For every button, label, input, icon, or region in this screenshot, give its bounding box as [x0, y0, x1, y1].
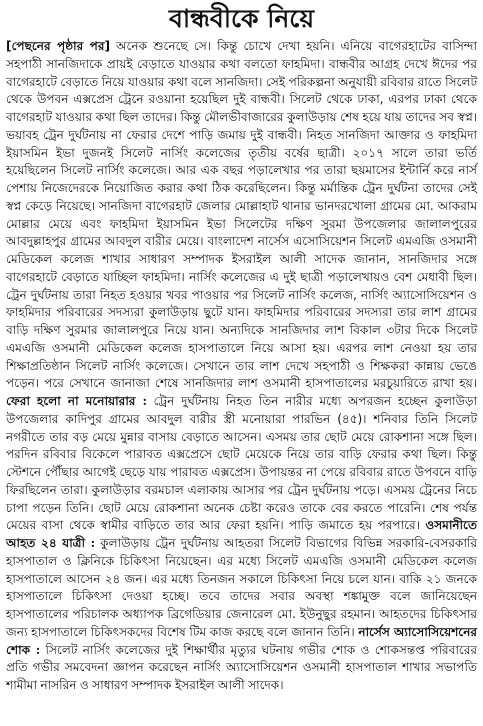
body-paragraph: সিলেট নার্সিং কলেজের দুই শিক্ষার্থীর মৃত্যুর ঘটনায় গভীর শোক ও শোকসন্তপ্ত পরিবারের প্রতি গভীর সমবেদনা জ্ঞাপন করেছেন নার্সিং অ্যাসোসিয়েশন ওসমানী হাসপাতাল শাখার সভাপতি শামীমা নাসরিন ও সাধারণ সম্পাদক ইসরাইল আলী সাদেক। [6, 642, 477, 692]
continued-from-label: [পেছনের পৃষ্ঠার পর] [6, 39, 110, 53]
body-paragraph: অনেক শুনেছে সে। কিন্তু চোখে দেখা হয়নি। এনিয়ে বাগেরহাটের বাসিন্দা সহপাঠী সানজিদাকে প্রায়ই বেড়াতে যাওয়ার কথা বলতো ফাহমিদা। বান্ধবীর আগ্রহ দেখে ঈদের পর বাগেরহাটে বেড়াতে নিয়ে যাওয়ার কথা বলে সানজিদা। সেই পরিকল্পনা অনুযায়ী রবিবার রাতে সিলেট থেকে উপবন এক্সপ্রেস ট্রেনে রওয়ানা হয়েছিল দুই বান্ধবী। সিলেট থেকে ঢাকা, এরপর ঢাকা থেকে বাগেরহাট যাওয়ার কথা ছিল তাদের। কিন্তু মৌলভীবাজারের কুলাউড়ায় শেষ হয়ে যায় তাদের সব স্বপ্ন। ভয়াবহ ট্রেন দুর্ঘটনায় না ফেরার দেশে পাড়ি জমায় দুই বান্ধবী। নিহত সানজিদা আক্তার ও ফাহমিদা ইয়াসমিন ইভা দুজনই সিলেট নার্সিং কলেজের তৃতীয় বর্ষের ছাত্রী। ২০১৭ সালে তারা ভর্তি হয়েছিলেন সিলেট নার্সিং কলেজে। আর এক বছর পড়ালেখার পর তারা ছয়মাসের ইন্টার্নি করে নার্স পেশায় নিজেদেরকে নিয়োজিত করার কথা ঠিক করেছিলেন। কিন্তু মর্মান্তিক ট্রেন দুর্ঘটনা তাদের সেই স্বপ্ন কেড়ে নিয়েছে। সানজিদা বাগেরহাট জেলার মোল্লাহাট থানার ভানদরখোলা গ্রামের মো. আকরাম মোল্লার মেয়ে এবং ফাহমিদা ইয়াসমিন ইভা সিলেটের দক্ষিণ সুরমা উপজেলার জালালপুরের আবদুল্লাহপুর গ্রামের আবদুল বারীর মেয়ে। বাংলাদেশ নার্সেস এসোসিয়েশন সিলেট এমএজি ওসমানী মেডিকেল কলেজ শাখার সাধারণ সম্পাদক ইসরাইল আলী সাদেক জানান, সানজিদার সঙ্গে বাগেরহাটে বেড়াতে যাচ্ছিল ফাহমিদা। নার্সিং কলেজের এ দুই ছাত্রী পড়ালেখায়ও বেশ মেধাবী ছিল। ট্রেন দুর্ঘটনায় তারা নিহত হওয়ার খবর পাওয়ার পর সিলেট নার্সিং কলেজ, নার্সিং অ্যাসোসিয়েশন ও ফাহমিদার পরিবারের সদস্যরা কুলাউড়ায় ছুটে যান। ফাহমিদার পরিবারের সদস্যরা তার লাশ গ্রামের বাড়ি দক্ষিণ সুরমার জালালপুরে নিয়ে যান। অন্যদিকে সানজিদার লাশ বিকাল ৩টার দিকে সিলেট এমএজি ওসমানী মেডিকেল কলেজ হাসপাতালে নিয়ে আসা হয়। এরপর লাশ নেওয়া হয় তার শিক্ষাপ্রতিষ্ঠান সিলেট নার্সিং কলেজে। সেখানে তার লাশ দেখে সহপাঠী ও শিক্ষকরা কান্নায় ভেঙে পড়েন। পরে সেখানে জানাজা শেষে সানজিদার লাশ ওসমানী হাসপাতালের মরচুয়ারিতে রাখা হয়। [6, 39, 478, 391]
subheading-monowara: ফেরা হলো না মনোয়ারার : [6, 394, 147, 408]
subheading-nurses-association: নার্সেস অ্যাসোসিয়েশনের শোক : [6, 624, 477, 657]
body-paragraph: কুলাউড়ায় ট্রেন দুর্ঘটনায় আহতরা সিলেট বিভাগের বিভিন্ন সরকারি-বেসরকারি হাসপাতাল ও ক্লিনিকে চিকিৎসা নিয়েছেন। এর মধ্যে সিলেট এমএজি ওসমানী মেডিকেল কলেজ হাসপাতালে আসেন ২৪ জন। এর মধ্যে তিনজন সকালে চিকিৎসা নিয়ে চলে যান। বাকি ২১ জনকে হাসপাতালে চিকিৎসা দেওয়া হচ্ছে। তবে তাদের সবার অবস্থা শঙ্কামুক্ত বলে জানিয়েছেন হাসপাতালের পরিচালক অধ্যাপক ব্রিগেডিয়ার জেনারেল মো. ইউনুছুর রহমান। আহতদের চিকিৎসার জন্য হাসপাতালে চিকিৎসকদের বিশেষ টিম কাজ করছে বলে জানান তিনি। [6, 536, 477, 639]
article-body [6, 38, 477, 695]
article-headline: বান্ধবীকে নিয়ে [168, 4, 315, 33]
body-paragraph: ট্রেন দুর্ঘটনায় নিহত তিন নারীর মধ্যে অপরজন হচ্ছেন কুলাউড়া উপজেলার কাদিপুর গ্রামের আবদুল বারীর স্ত্রী মনোয়ারা পারভিন (৪৫)। শনিবার তিনি সিলেট নগরীতে তার বড় মেয়ে মুন্নার বাসায় বেড়াতে আসেন। এসময় তার ছোট মেয়ে রোকশানা সঙ্গে ছিল। পরদিন রবিবার বিকেলে পারাবত এক্সপ্রেসে ছোট মেয়েকে নিয়ে তার বাড়ি ফেরার কথা ছিল। কিন্তু স্টেশনে পৌঁছার আগেই ছেড়ে যায় পারাবত এক্সপ্রেস। উপায়ন্তর না পেয়ে রবিবার রাতে উপবনে বাড়ি ফিরছিলেন তারা। কুলাউড়ার বরমচাল এলাকায় আসার পর ট্রেন দুর্ঘটনায় পড়ে। এসময় ট্রেনের নিচে চাপা পড়েন তিনি। ছোট মেয়ে রোকশানা অনেক চেষ্টা করেও তাকে বের করতে পারেনি। শেষ পর্যন্ত মেয়ের বাসা থেকে স্বামীর বাড়িতে তার আর ফেরা হয়নি। পাড়ি জমাতে হয় পরপারে। [6, 394, 478, 533]
subheading-osmani-injured: ওসমানীতে আহত ২৪ যাত্রী : [6, 518, 477, 550]
